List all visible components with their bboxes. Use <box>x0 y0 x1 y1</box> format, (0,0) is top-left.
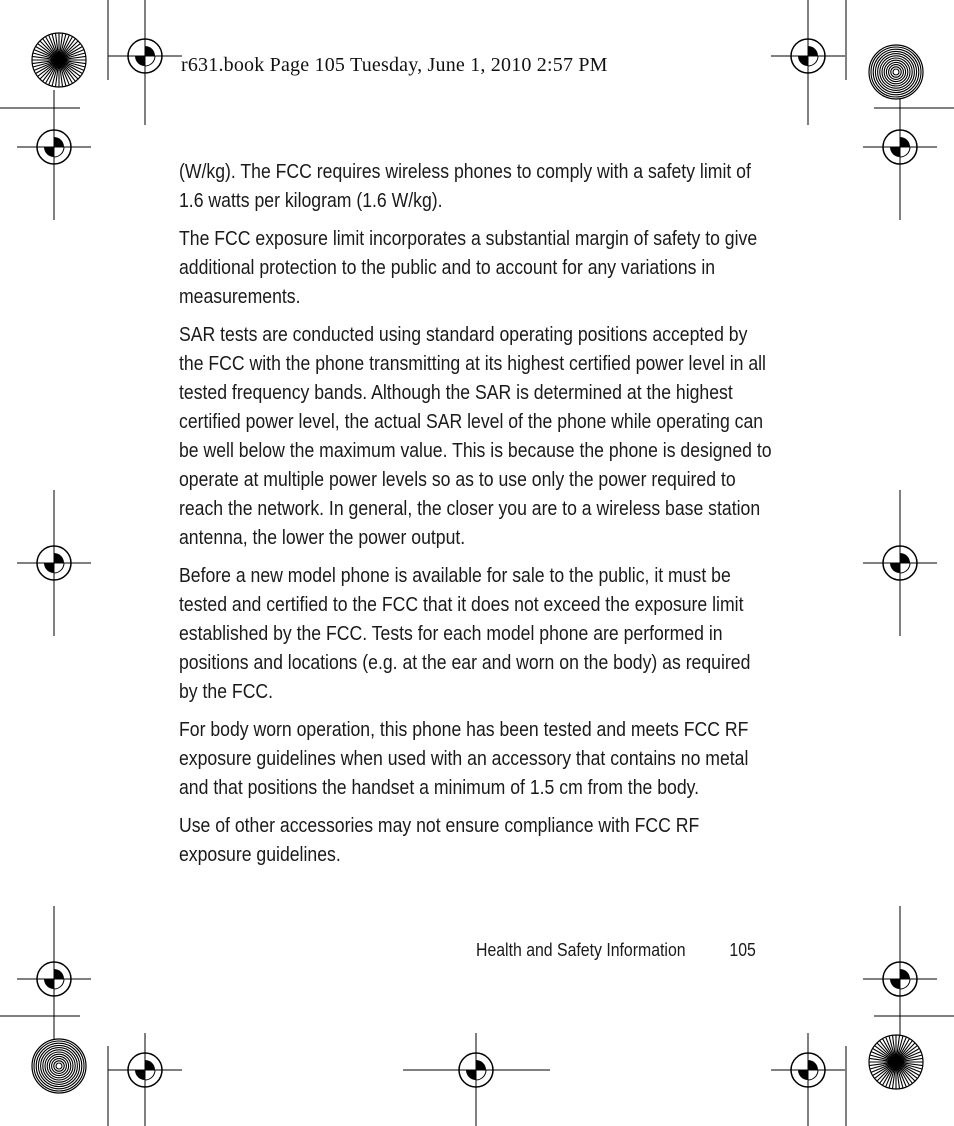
registration-quarter <box>54 563 64 573</box>
print-slug-line: r631.book Page 105 Tuesday, June 1, 2010 2:57 PM <box>181 54 608 76</box>
registration-quarter <box>808 56 818 66</box>
registration-fill <box>798 56 808 66</box>
registration-fill <box>145 1060 155 1070</box>
page-number: 105 <box>729 940 756 960</box>
registration-fill <box>54 137 64 147</box>
paragraph-safety-margin: The FCC exposure limit incorporates a substantial margin of safety to give additional protection to the public and to account for any variations in measurements. <box>179 227 758 308</box>
registration-quarter <box>145 56 155 66</box>
registration-fill <box>54 553 64 563</box>
registration-fill <box>808 46 818 56</box>
paragraph-accessories: Use of other accessories may not ensure compliance with FCC RF exposure guidelines. <box>179 814 700 866</box>
footer-section-title: Health and Safety Information <box>476 940 686 960</box>
registration-fill <box>476 1060 486 1070</box>
registration-fill <box>900 969 910 979</box>
registration-quarter <box>900 563 910 573</box>
registration-quarter <box>808 1070 818 1080</box>
registration-quarter <box>54 979 64 989</box>
registration-fill <box>135 56 145 66</box>
registration-fill <box>44 563 54 573</box>
registration-quarter <box>54 147 64 157</box>
registration-fill <box>900 137 910 147</box>
registration-fill <box>44 147 54 157</box>
registration-fill <box>808 1060 818 1070</box>
registration-fill <box>890 563 900 573</box>
registration-quarter <box>900 147 910 157</box>
registration-quarter <box>900 979 910 989</box>
registration-fill <box>798 1070 808 1080</box>
registration-fill <box>44 979 54 989</box>
paragraph-model-testing: Before a new model phone is available for sale to the public, it must be tested and certified to the FCC that it does not exceed the exposure limit established by the FCC. Tests for each model phone are performed in positions and locations (e.g. at the ear and worn on the body) as required by the FCC. <box>179 564 751 703</box>
registration-fill <box>890 979 900 989</box>
registration-fill <box>890 147 900 157</box>
registration-quarter <box>476 1070 486 1080</box>
registration-fill <box>135 1070 145 1080</box>
paragraph-sar-limit: (W/kg). The FCC requires wireless phones to comply with a safety limit of 1.6 watts per kilogram (1.6 W/kg). <box>179 160 751 212</box>
registration-fill <box>900 553 910 563</box>
registration-fill <box>54 969 64 979</box>
page-footer <box>476 940 756 961</box>
registration-fill <box>145 46 155 56</box>
registration-quarter <box>145 1070 155 1080</box>
paragraph-body-worn: For body worn operation, this phone has been tested and meets FCC RF exposure guidelines when used with an accessory that contains no metal and that positions the handset a minimum of 1.5 cm from the body. <box>179 718 749 799</box>
paragraph-sar-tests: SAR tests are conducted using standard operating positions accepted by the FCC with the phone transmitting at its highest certified power level in all tested frequency bands. Although the SAR is determined at the highest certified power level, the actual SAR level of the phone while operating can be well below the maximum value. This is because the phone is designed to operate at multiple power levels so as to use only the power required to reach the network. In general, the closer you are to a wireless base station antenna, the lower the power output. <box>179 323 772 549</box>
body-text <box>179 157 779 878</box>
registration-fill <box>466 1070 476 1080</box>
